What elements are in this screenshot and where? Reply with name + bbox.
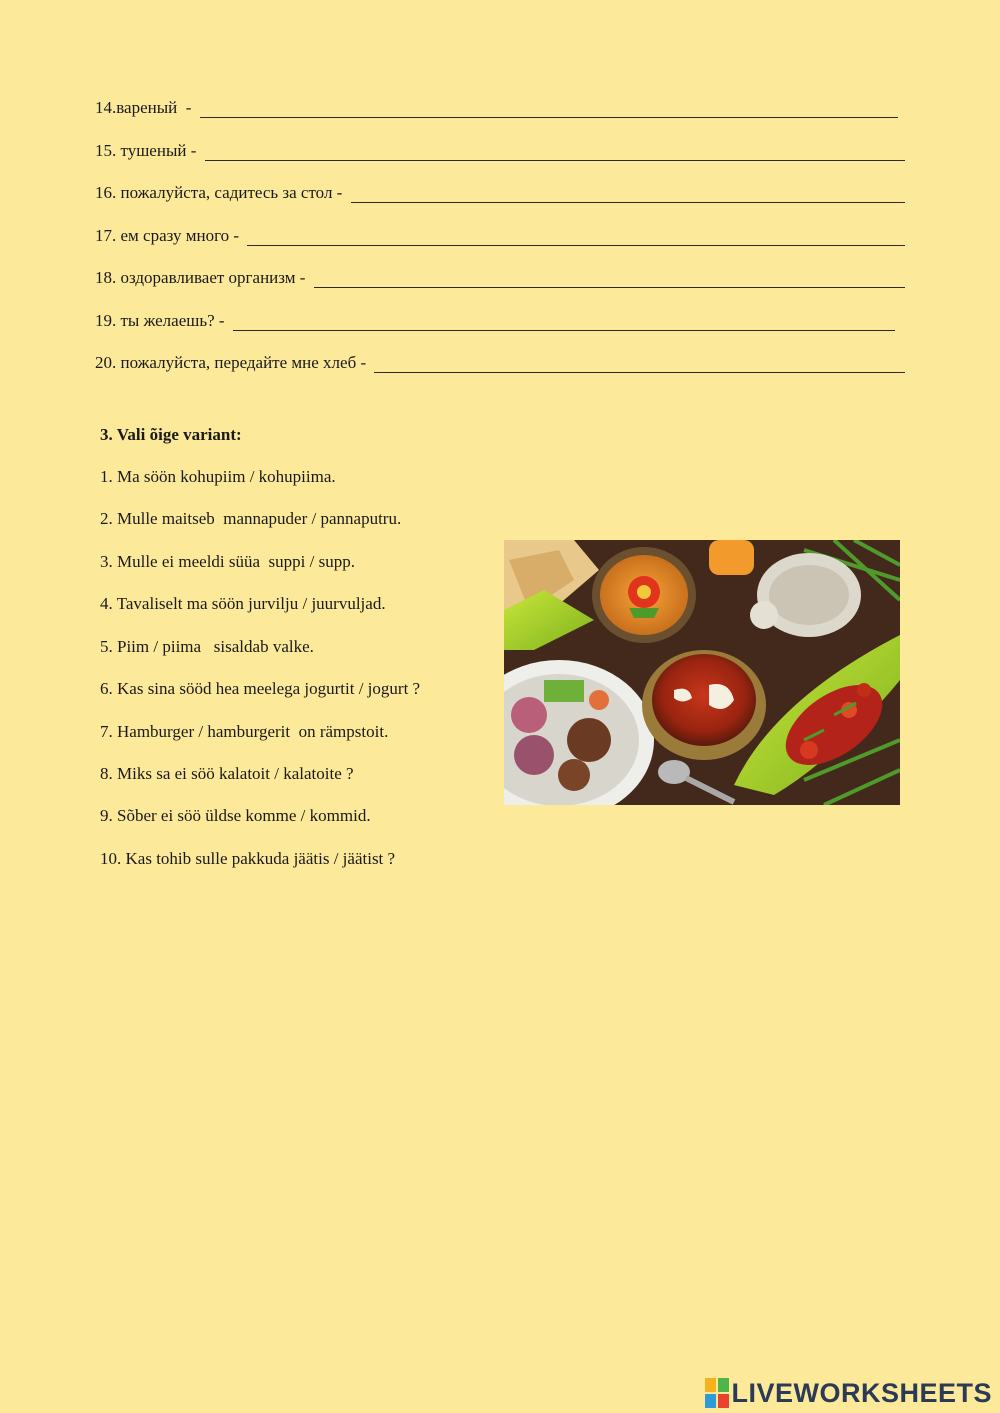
item-prompt: 15. тушеный - <box>95 141 201 160</box>
item-prompt: 17. ем сразу много - <box>95 226 244 245</box>
answer-blank[interactable] <box>314 270 905 288</box>
choice-item-8[interactable]: 8. Miks sa ei söö kalatoit / kalatoite ? <box>100 764 354 783</box>
item-prompt: 20. пожалуйста, передайте мне хлеб - <box>95 353 371 372</box>
choice-item-2[interactable]: 2. Mulle maitseb mannapuder / pannaputru. <box>100 509 402 528</box>
choice-item-5[interactable]: 5. Piim / piima sisaldab valke. <box>100 637 314 656</box>
item-prompt: 16. пожалуйста, садитесь за стол - <box>95 183 347 202</box>
choice-item-6[interactable]: 6. Kas sina sööd hea meelega jogurtit / jogurt ? <box>100 679 421 698</box>
translation-item-15 <box>95 139 905 161</box>
choice-item-3[interactable]: 3. Mulle ei meeldi süüa suppi / supp. <box>100 552 355 571</box>
translation-item-20 <box>95 351 905 373</box>
section-3-title: 3. Vali õige variant: <box>100 425 242 444</box>
item-prompt: 19. ты желаешь? - <box>95 311 229 330</box>
answer-blank[interactable] <box>200 100 898 118</box>
answer-blank[interactable] <box>374 355 905 373</box>
choice-item-10[interactable]: 10. Kas tohib sulle pakkuda jäätis / jäätist ? <box>100 849 396 868</box>
translation-item-19 <box>95 309 895 331</box>
choice-item-7[interactable]: 7. Hamburger / hamburgerit on rämpstoit. <box>100 722 389 741</box>
liveworksheets-mark-icon <box>705 1378 729 1408</box>
answer-blank[interactable] <box>205 143 905 161</box>
translation-item-14 <box>95 96 898 118</box>
answer-blank[interactable] <box>247 228 905 246</box>
choice-item-1[interactable]: 1. Ma söön kohupiim / kohupiima. <box>100 467 336 486</box>
logo-wordmark: LIVEWORKSHEETS <box>731 1377 992 1408</box>
choice-item-9[interactable]: 9. Sõber ei söö üldse komme / kommid. <box>100 806 371 825</box>
answer-blank[interactable] <box>351 185 905 203</box>
liveworksheets-logo[interactable] <box>705 1376 992 1410</box>
food-photo <box>504 540 900 805</box>
item-prompt: 18. оздоравливает организм - <box>95 268 310 287</box>
translation-item-16 <box>95 181 905 203</box>
answer-blank[interactable] <box>233 313 895 331</box>
translation-item-18 <box>95 266 905 288</box>
choice-item-4[interactable]: 4. Tavaliselt ma söön jurvilju / juurvuljad. <box>100 594 386 613</box>
item-prompt: 14.вареный - <box>95 98 196 117</box>
translation-item-17 <box>95 224 905 246</box>
